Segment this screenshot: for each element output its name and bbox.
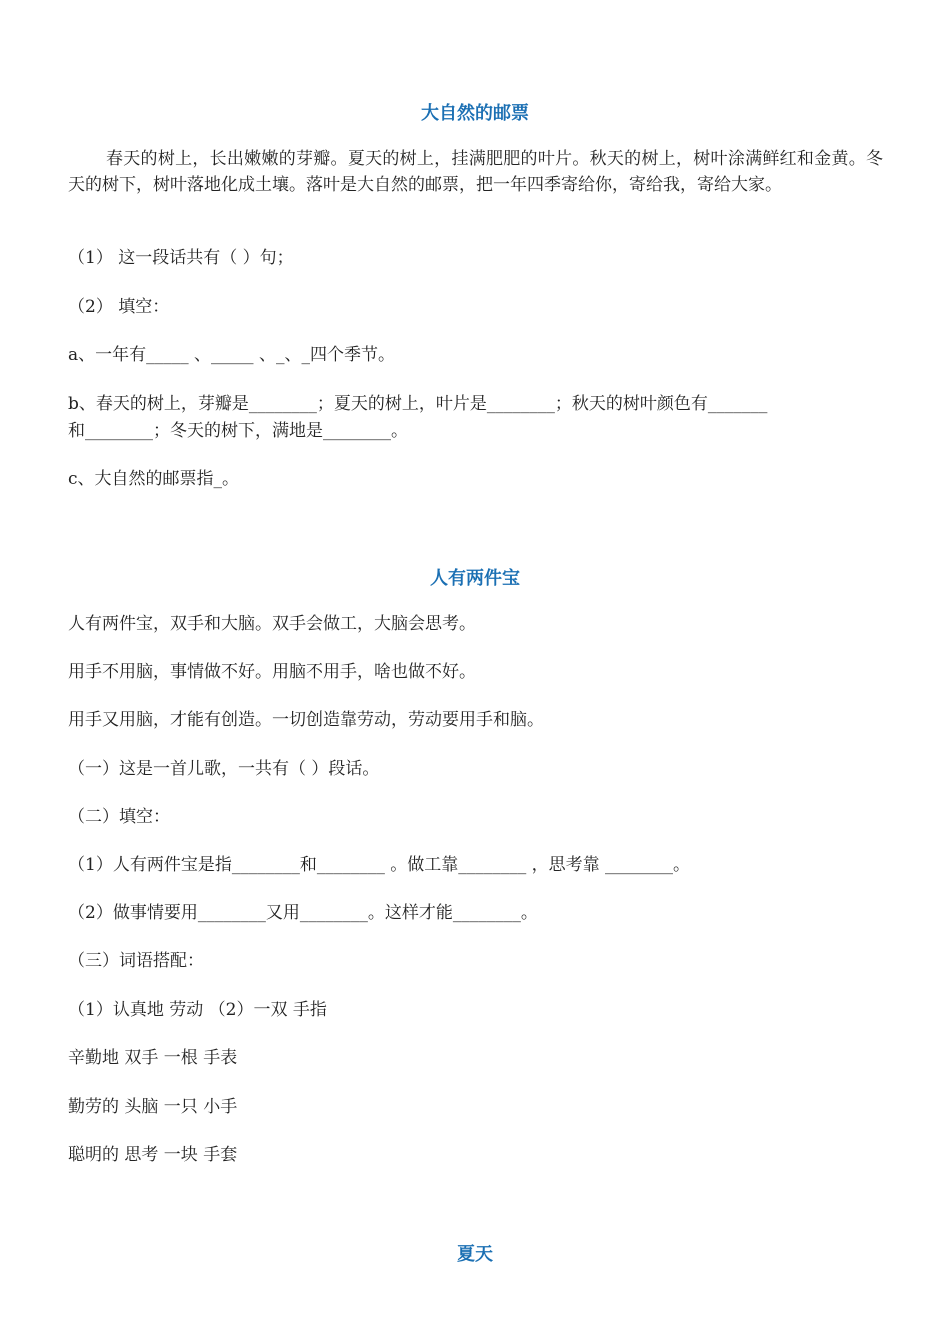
section2-fill-1: （1）人有两件宝是指________和________ 。做工靠________ ，思考靠 ________。: [68, 855, 691, 875]
section2-question-2: （二）填空：: [68, 807, 170, 827]
section1-question-b-line1: b、春天的树上，芽瓣是________；夏天的树上，叶片是________；秋天的树叶颜色有_______: [68, 394, 768, 414]
section2-match-row-1: （1）认真地 劳动 （2）一双 手指: [68, 1000, 327, 1020]
section2-poem-line-2: 用手不用脑，事情做不好。用脑不用手，啥也做不好。: [68, 662, 476, 682]
section2-match-row-3: 勤劳的 头脑 一只 小手: [68, 1097, 238, 1117]
section2-fill-2: （2）做事情要用________又用________。这样才能________。: [68, 903, 538, 923]
section2-poem-line-3: 用手又用脑，才能有创造。一切创造靠劳动，劳动要用手和脑。: [68, 710, 544, 730]
section2-poem-line-1: 人有两件宝，双手和大脑。双手会做工，大脑会思考。: [68, 614, 476, 634]
section1-title: 大自然的邮票: [421, 103, 529, 124]
section2-question-1: （一）这是一首儿歌，一共有（ ）段话。: [68, 759, 380, 779]
section1-question-b-line2: 和________；冬天的树下，满地是________。: [68, 421, 408, 441]
section1-paragraph: 春天的树上，长出嫩嫩的芽瓣。夏天的树上，挂满肥肥的叶片。秋天的树上，树叶涂满鲜红和金黄。冬天的树下，树叶落地化成土壤。落叶是大自然的邮票，把一年四季寄给你，寄给我，寄给大家。: [68, 149, 883, 195]
section3-title: 夏天: [457, 1244, 493, 1265]
section1-question-1: （1） 这一段话共有（ ）句；: [68, 248, 294, 268]
section1-question-2: （2） 填空：: [68, 297, 170, 317]
section1-question-a: a、一年有_____ 、_____ 、_、_四个季节。: [68, 345, 395, 365]
section2-question-3: （三）词语搭配：: [68, 951, 204, 971]
section2-match-row-4: 聪明的 思考 一块 手套: [68, 1145, 238, 1165]
section2-match-row-2: 辛勤地 双手 一根 手表: [68, 1048, 238, 1068]
section2-title: 人有两件宝: [430, 568, 520, 589]
section1-question-c: c、大自然的邮票指_。: [68, 469, 240, 489]
